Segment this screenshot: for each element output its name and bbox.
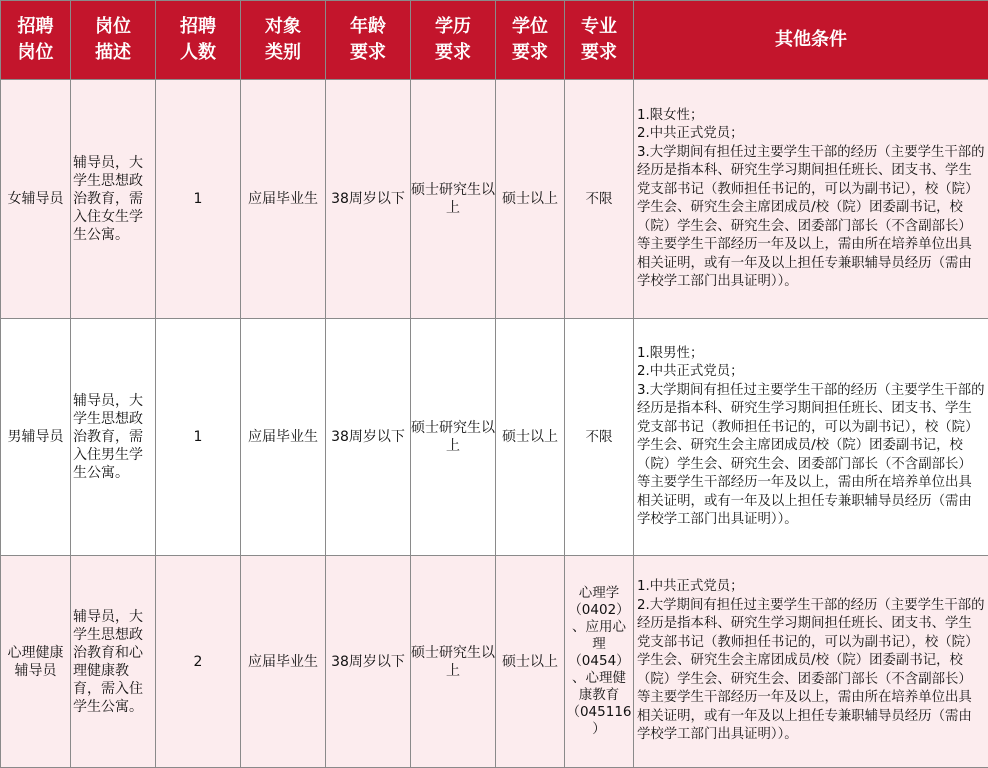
- count-cell: 1: [156, 319, 241, 556]
- condition-item: 2.大学期间有担任过主要学生干部的经历（主要学生干部的经历是指本科、研究生学习期间担任班长、团支书、学生党支部书记（教师担任书记的，可以为副书记），校（院）学生会、研究生会主席团成员/校（院）团委副书记，校（院）学生会、研究生会、团委部门部长（不含副部长）等主要学生干部经历一年及以上，需由所在培养单位出具相关证明，或有一年及以上担任专兼职辅导员经历（需由学校学工部门出具证明））。: [637, 597, 985, 745]
- major-cell: 不限: [565, 319, 634, 556]
- education-cell: 硕士研究生以上: [411, 80, 496, 319]
- header-post: 招聘 岗位: [1, 1, 71, 80]
- target-cell: 应届毕业生: [241, 556, 326, 768]
- post-cell: 女辅导员: [1, 80, 71, 319]
- header-major: 专业 要求: [565, 1, 634, 80]
- post-cell: 心理健康辅导员: [1, 556, 71, 768]
- degree-cell: 硕士以上: [496, 80, 565, 319]
- post-cell: 男辅导员: [1, 319, 71, 556]
- header-degree: 学位 要求: [496, 1, 565, 80]
- condition-item: 3.大学期间有担任过主要学生干部的经历（主要学生干部的经历是指本科、研究生学习期间担任班长、团支书、学生党支部书记（教师担任书记的，可以为副书记），校（院）学生会、研究生会主席团成员/校（院）团委副书记，校（院）学生会、研究生会、团委部门部长（不含副部长）等主要学生干部经历一年及以上，需由所在培养单位出具相关证明，或有一年及以上担任专兼职辅导员经历（需由学校学工部门出具证明））。: [637, 382, 985, 530]
- condition-item: 1.限男性；: [637, 345, 985, 364]
- major-cell: 不限: [565, 80, 634, 319]
- header-description: 岗位 描述: [71, 1, 156, 80]
- description-cell: 辅导员，大学生思想政治教育，需入住男生学生公寓。: [71, 319, 156, 556]
- table-row: [1, 556, 988, 768]
- major-cell: 心理学 （0402） 、应用心 理 （0454） 、心理健 康教育 （045116 ）: [565, 556, 634, 768]
- header-conditions: 其他条件: [634, 1, 988, 80]
- header-age: 年龄 要求: [326, 1, 411, 80]
- age-cell: 38周岁以下: [326, 319, 411, 556]
- conditions-cell: [634, 556, 988, 768]
- target-cell: 应届毕业生: [241, 319, 326, 556]
- conditions-cell: [634, 80, 988, 319]
- condition-item: 2.中共正式党员；: [637, 125, 985, 144]
- table-row: [1, 319, 988, 556]
- education-cell: 硕士研究生以上: [411, 319, 496, 556]
- count-cell: 2: [156, 556, 241, 768]
- description-cell: 辅导员，大学生思想政治教育和心理健康教育，需入住学生公寓。: [71, 556, 156, 768]
- degree-cell: 硕士以上: [496, 556, 565, 768]
- condition-item: 2.中共正式党员；: [637, 363, 985, 382]
- header-count: 招聘 人数: [156, 1, 241, 80]
- description-cell: 辅导员，大学生思想政治教育，需入住女生学生公寓。: [71, 80, 156, 319]
- target-cell: 应届毕业生: [241, 80, 326, 319]
- condition-item: 1.限女性；: [637, 107, 985, 126]
- conditions-cell: [634, 319, 988, 556]
- table-row: [1, 80, 988, 319]
- header-education: 学历 要求: [411, 1, 496, 80]
- age-cell: 38周岁以下: [326, 556, 411, 768]
- education-cell: 硕士研究生以上: [411, 556, 496, 768]
- degree-cell: 硕士以上: [496, 319, 565, 556]
- condition-item: 1.中共正式党员；: [637, 578, 985, 597]
- condition-item: 3.大学期间有担任过主要学生干部的经历（主要学生干部的经历是指本科、研究生学习期间担任班长、团支书、学生党支部书记（教师担任书记的，可以为副书记），校（院）学生会、研究生会主席团成员/校（院）团委副书记，校（院）学生会、研究生会、团委部门部长（不含副部长）等主要学生干部经历一年及以上，需由所在培养单位出具相关证明，或有一年及以上担任专兼职辅导员经历（需由学校学工部门出具证明））。: [637, 144, 985, 292]
- header-target: 对象 类别: [241, 1, 326, 80]
- count-cell: 1: [156, 80, 241, 319]
- age-cell: 38周岁以下: [326, 80, 411, 319]
- header-row: [1, 1, 988, 80]
